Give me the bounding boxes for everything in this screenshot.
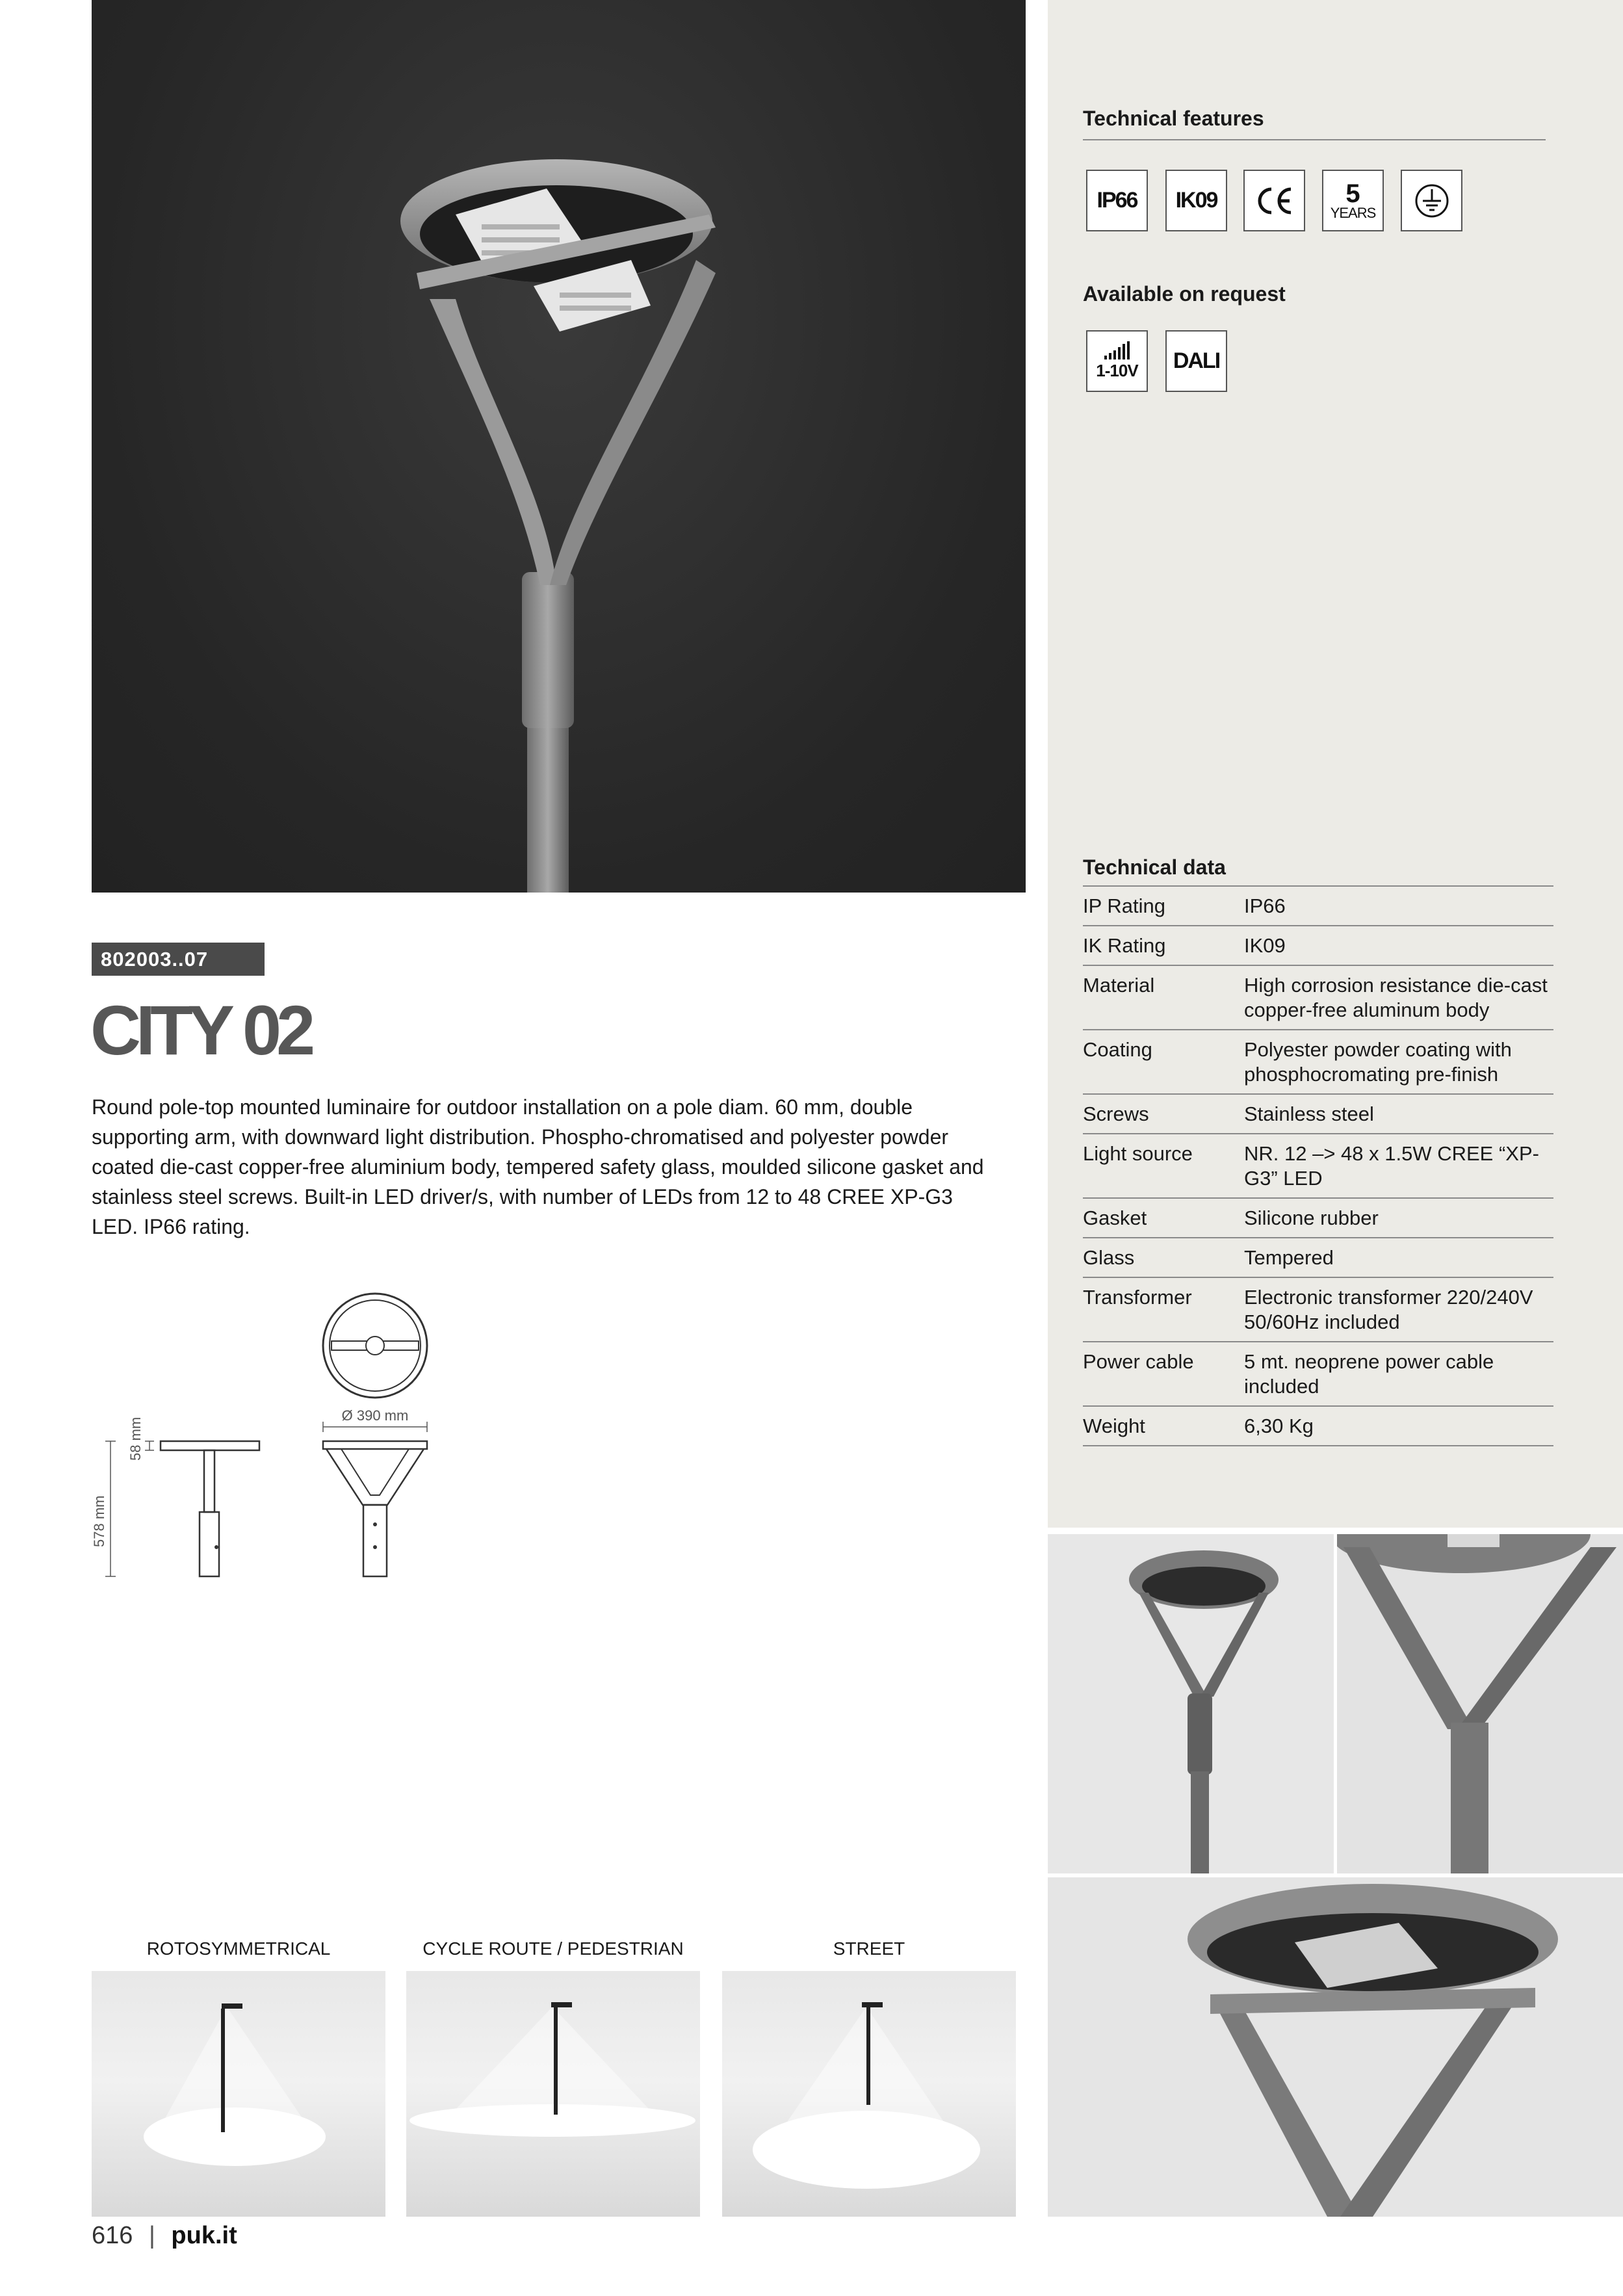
technical-data-table xyxy=(1083,885,1553,1446)
ik09-icon xyxy=(1165,170,1227,231)
total-height-label: 578 mm xyxy=(91,1495,107,1547)
tech-data-key: IP Rating xyxy=(1083,894,1165,917)
tech-data-row xyxy=(1083,926,1553,966)
tech-data-row xyxy=(1083,1278,1553,1342)
tech-data-row xyxy=(1083,1030,1553,1095)
head-height-label: 58 mm xyxy=(127,1416,144,1461)
dali-badge-label: DALI xyxy=(1173,348,1220,373)
front-view-drawing xyxy=(323,1441,427,1576)
cycle-route-distribution-render xyxy=(406,1971,700,2217)
tech-data-key: Screws xyxy=(1083,1102,1149,1125)
page-number: 616 xyxy=(92,2222,133,2249)
side-view-drawing xyxy=(161,1441,259,1576)
warranty-years-label: YEARS xyxy=(1330,204,1376,221)
tech-data-value: Electronic transformer 220/240V 50/60Hz included xyxy=(1244,1286,1533,1333)
tech-data-row xyxy=(1083,1342,1553,1407)
tech-data-row xyxy=(1083,887,1553,926)
tech-data-key: Power cable xyxy=(1083,1350,1194,1373)
divider xyxy=(1083,139,1546,140)
earth-ground-icon xyxy=(1401,170,1462,231)
gallery-photo-luminaire-full xyxy=(1048,1534,1334,1873)
tech-data-key: IK Rating xyxy=(1083,934,1166,957)
tech-data-row xyxy=(1083,1095,1553,1134)
warranty-icon xyxy=(1322,170,1384,231)
tech-data-value: 5 mt. neoprene power cable included xyxy=(1244,1350,1494,1398)
tech-data-value: 6,30 Kg xyxy=(1244,1415,1314,1437)
gallery-photo-luminaire-head xyxy=(1048,1877,1623,2217)
tech-data-value: Silicone rubber xyxy=(1244,1207,1379,1229)
street-distribution-render xyxy=(722,1971,1016,2217)
distribution-label-street: STREET xyxy=(833,1938,905,1959)
tech-data-key: Transformer xyxy=(1083,1286,1192,1309)
rotosymmetrical-distribution-render xyxy=(92,1971,385,2217)
website-link[interactable]: puk.it xyxy=(171,2222,237,2249)
tech-data-value: High corrosion resistance die-cast copper-free aluminum body xyxy=(1244,974,1548,1021)
luminaire-illustration xyxy=(92,0,1026,893)
product-code-tag: 802003..07 xyxy=(92,943,265,976)
distribution-label-rotosymmetrical: ROTOSYMMETRICAL xyxy=(146,1938,331,1959)
tech-data-value: Stainless steel xyxy=(1244,1102,1374,1125)
tech-data-key: Material xyxy=(1083,974,1155,997)
dali-icon xyxy=(1165,330,1227,392)
tech-data-row xyxy=(1083,1134,1553,1199)
tech-data-row xyxy=(1083,966,1553,1030)
tech-data-key: Coating xyxy=(1083,1038,1152,1061)
ik09-badge-label: IK09 xyxy=(1175,188,1217,213)
tech-data-value: NR. 12 –> 48 x 1.5W CREE “XP-G3” LED xyxy=(1244,1142,1539,1190)
diameter-label: Ø 390 mm xyxy=(341,1407,409,1424)
signal-bars-icon xyxy=(1103,341,1132,361)
tech-data-key: Glass xyxy=(1083,1246,1135,1269)
dimming-badge-label: 1-10V xyxy=(1096,361,1138,380)
technical-drawing xyxy=(84,1290,448,1596)
product-title: CITY 02 xyxy=(90,991,311,1069)
tech-data-key: Light source xyxy=(1083,1142,1193,1165)
tech-data-value: Tempered xyxy=(1244,1246,1334,1269)
tech-data-value: IK09 xyxy=(1244,934,1286,957)
ip66-icon xyxy=(1086,170,1148,231)
distribution-label-cycle-route: CYCLE ROUTE / PEDESTRIAN xyxy=(422,1938,684,1959)
tech-data-row xyxy=(1083,1199,1553,1238)
available-on-request-title: Available on request xyxy=(1083,282,1286,306)
gallery-photo-luminaire-arms xyxy=(1337,1534,1623,1873)
hero-product-photo xyxy=(92,0,1026,893)
technical-data-title: Technical data xyxy=(1083,855,1226,879)
product-description: Round pole-top mounted luminaire for outdoor installation on a pole diam. 60 mm, double supporting arm, with downward light distribution. Phospho-chromatised and polyester powder coated die-cast copper-free aluminium body, tempered safety glass, moulded silicone gasket and stainless steel screws. Built-in LED driver/s, with number of LEDs from 12 to 48 CREE XP-G3 LED. IP66 rating. xyxy=(92,1095,984,1238)
dimming-1-10v-icon xyxy=(1086,330,1148,392)
footer-separator: | xyxy=(148,2222,155,2249)
top-view-drawing xyxy=(323,1294,427,1398)
tech-data-value: Polyester powder coating with phosphocromating pre-finish xyxy=(1244,1038,1512,1086)
warranty-years-number: 5 xyxy=(1345,179,1360,208)
tech-data-key: Gasket xyxy=(1083,1207,1147,1229)
tech-data-row xyxy=(1083,1238,1553,1278)
tech-data-value: IP66 xyxy=(1244,894,1286,917)
page-footer xyxy=(92,2222,237,2250)
tech-data-row xyxy=(1083,1407,1553,1446)
technical-features-title: Technical features xyxy=(1083,107,1264,130)
ip66-badge-label: IP66 xyxy=(1097,188,1137,213)
ce-mark-icon xyxy=(1243,170,1305,231)
tech-data-key: Weight xyxy=(1083,1415,1145,1437)
